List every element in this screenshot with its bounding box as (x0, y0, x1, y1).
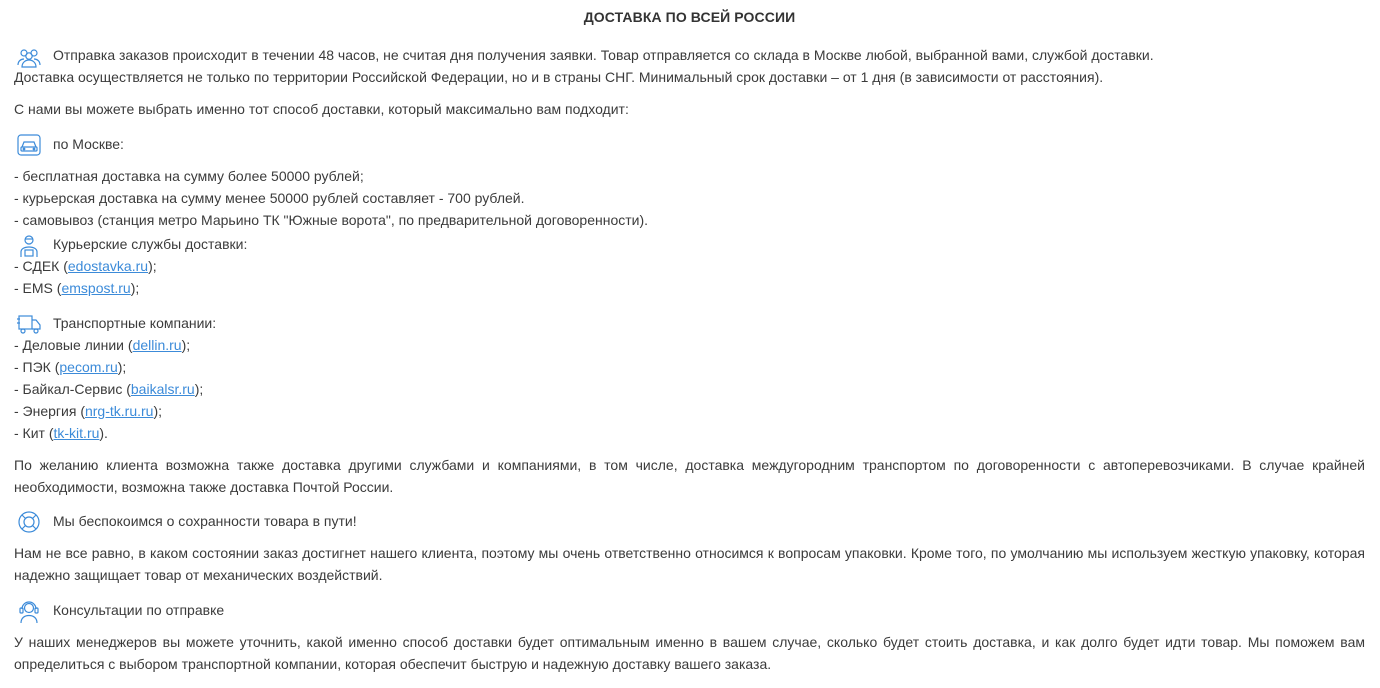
moscow-item: - курьерская доставка на сумму менее 50000 рублей составляет - 700 рублей. (14, 190, 525, 206)
lifebuoy-icon (16, 509, 42, 535)
page-title: ДОСТАВКА ПО ВСЕЙ РОССИИ (583, 9, 796, 25)
intro-line-1: Отправка заказов происходит в течении 48 часов, не считая дня получения заявки. Товар отправляется со склада в Москве любой, выбранной вами, службой доставки. (53, 47, 1154, 63)
headset-icon (16, 598, 42, 624)
transport-item: - Деловые линии (dellin.ru); (14, 337, 191, 353)
safety-text: Нам не все равно, в каком состоянии заказ достигнет нашего клиента, поэтому мы очень ответственно относимся к вопросам упаковки. Кроме того, по умолчанию мы используем жесткую упаковку, которая надежно защищает товар от механических воздействий. (14, 545, 1365, 583)
moscow-item: - самовывоз (станция метро Марьино ТК "Южные ворота", по предварительной договоренности). (14, 212, 649, 228)
courier-item: - СДЕК (edostavka.ru); (14, 258, 157, 274)
moscow-item: - бесплатная доставка на сумму более 50000 рублей; (14, 168, 364, 184)
transport-item: - Кит (tk-kit.ru). (14, 425, 108, 441)
transport-link-tk-kit[interactable]: tk-kit.ru (53, 425, 100, 441)
transport-item: - ПЭК (pecom.ru); (14, 359, 127, 375)
transport-item: - Энергия (nrg-tk.ru.ru); (14, 403, 163, 419)
transport-item: - Байкал-Сервис (baikalsr.ru); (14, 381, 204, 397)
transport-link-baikalsr[interactable]: baikalsr.ru (130, 381, 195, 397)
moscow-heading: по Москве: (53, 136, 124, 152)
couriers-heading: Курьерские службы доставки: (53, 236, 248, 252)
consult-text: У наших менеджеров вы можете уточнить, какой именно способ доставки будет оптимальным именно в вашем случае, сколько будет стоить доставка, и как долго будет идти товар. Мы поможем вам определиться с выбором транспортной компании, которая обеспечит быструю и надежную доставку вашего заказа. (14, 634, 1365, 672)
courier-link-edostavka[interactable]: edostavka.ru (67, 258, 149, 274)
safety-heading: Мы беспокоимся о сохранности товара в пути! (53, 513, 357, 529)
transport-heading: Транспортные компании: (53, 315, 217, 331)
intro-line-2: Доставка осуществляется не только по территории Российской Федерации, но и в страны СНГ. Минимальный срок доставки – от 1 дня (в зависимости от расстояния). (14, 69, 1104, 85)
car-icon (16, 132, 42, 158)
transport-link-pecom[interactable]: pecom.ru (59, 359, 118, 375)
choose-text: С нами вы можете выбрать именно тот способ доставки, который максимально вам подходит: (14, 101, 629, 117)
courier-link-emspost[interactable]: emspost.ru (61, 280, 131, 296)
transport-link-nrg-tk[interactable]: nrg-tk.ru.ru (84, 403, 154, 419)
transport-link-dellin[interactable]: dellin.ru (132, 337, 182, 353)
consult-heading: Консультации по отправке (53, 602, 225, 618)
other-delivery-text: По желанию клиента возможна также доставка другими службами и компаниями, в том числе, доставка междугородним транспортом по договоренности с автоперевозчиками. В случае крайней необходимости, возможна также доставка Почтой России. (14, 457, 1365, 495)
courier-item: - EMS (emspost.ru); (14, 280, 140, 296)
